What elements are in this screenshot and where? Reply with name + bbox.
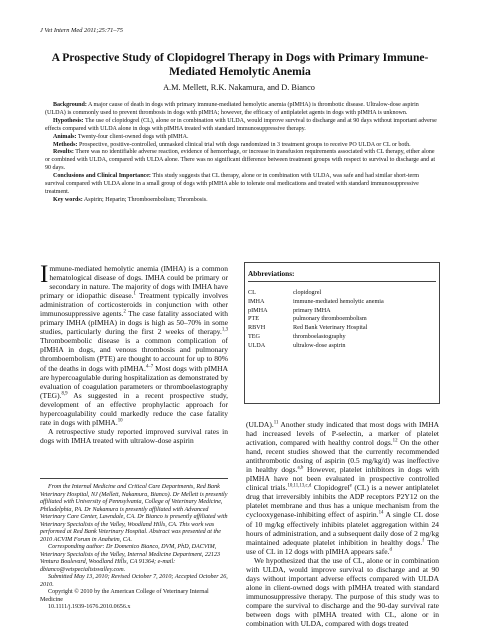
right-text-h: The use of CL in 12 dogs with pIMHA appears safe. [246,537,439,556]
intro-text-a: mmune-mediated hemolytic anemia (IMHA) is a common hematological disease of dogs. IMHA could be primary or secondary in nature. The majority of dogs with IMHA have primary or idiopathic disease. [40,264,228,301]
abbreviation-row [248,324,384,333]
footnote-divider [40,478,228,479]
introduction-left-column [40,261,228,445]
submission-dates: Submitted May 13, 2010; Revised October 7, 2010; Accepted October 26, 2010. [40,574,228,588]
right-paragraph-2: We hypothesized that the use of CL, alone or in combination with ULDA, would improve survival to discharge and at 90 days without important adverse effects compared with ULDA alone in client-owned dogs with pIMHA treated with standard immunosuppressive therapy. The purpose of this study was to compare the survival to discharge and the 90-day survival rate between dogs with pIMHA treated with CL, alone or in combination with ULDA, compared with dogs treated [246,555,439,629]
hypothesis-label: Hypothesis: [53,117,84,124]
abbreviation-definition: ultralow-dose aspirin [293,341,346,349]
right-paragraph-1 [246,420,439,556]
footnotes [40,484,228,612]
journal-citation: J Vet Intern Med 2011;25:71–75 [40,27,123,34]
methods-text: Prospective, positive-controlled, unmasked clinical trial with dogs randomized in 3 treatment groups to receive PO ULDA or CL or both. [77,141,411,148]
results-text: There was no identifiable adverse reaction, evidence of hemorrhage, or increase in transfusion requirements associated with CL therapy, either alone or combined with ULDA, compared with ULDA alone. There was no significant difference between treatment groups with respect to survival to discharge and at 90 days. [45,149,436,172]
citation-ref: 1,3 [221,327,228,333]
citation-ref: 8,9 [61,391,68,397]
abbreviation-definition: immune-mediated hemolytic anemia [293,297,384,305]
abbreviation-row [248,315,384,324]
abbreviation-definition: primary IMHA [293,306,331,314]
right-text-e: Clopidogrel [311,483,350,493]
background-label: Background: [53,102,87,108]
animals-text: Twenty-four client-owned dogs with pIMHA. [76,133,189,140]
results-label: Results: [53,149,74,156]
abbreviation-term: TEG [248,332,261,340]
conclusions-text: This study suggests that CL therapy, alone or in combination with ULDA, was safe and had similar short-term survival compared with ULDA alone in a small group of dogs with pIMHA able to tolerate oral medications and treated with standard immunosuppressive treatment. [45,173,419,195]
abstract-results [45,149,437,173]
abbreviation-definition: thromboelastography [293,332,346,340]
citation-ref: f [422,538,424,544]
abbreviations-box [244,262,440,404]
abbreviation-term: CL [248,289,256,296]
background-text: A major cause of death in dogs with primary immune-mediated hemolytic anemia (pIMHA) is thrombotic disease. Ultralow-dose aspirin (ULDA) is commonly used to prevent thrombosis in dogs with pIMHA; however, the efficacy of antiplatelet agents in dogs with pIMHA is unknown. [45,102,419,116]
correspondence-note: Corresponding author: Dr Domenico Bianco, DVM, PhD, DACVIM, Veterinary Specialists of the Valley, Internal Medicine Department, 22123 Ventura Boulevard, Woodland Hills, CA 91364; e-mail: dbianco@vetspecialistsvalley.com. [40,544,221,573]
citation-ref: 10,11,13,c,d [287,483,312,489]
abbreviation-row [248,342,384,351]
animals-label: Animals: [53,133,77,140]
citation-ref: 10 [117,418,123,424]
hypothesis-text: The use of clopidogrel (CL), alone or in combination with ULDA, would improve survival to discharge and at 90 days without important adverse effects compared with ULDA alone in dogs with pIMHA treated with standard immunosuppressive therapy. [45,117,437,132]
citation-ref: 12 [392,438,398,444]
intro-text-b: Treatment typically involves administration of corticosteroids in conjunction with other immunosuppressive agents. [40,291,228,319]
abbreviation-term: ULDA [248,341,266,349]
intro-text-f: As suggested in a recent prospective study, development of an effective prophylactic approach for hypercoagulability could markedly reduce the case fatality rate in dogs with pIMHA. [40,390,228,427]
abbreviation-term: RBVH [248,324,266,332]
abbreviations-divider [248,281,436,282]
abbreviation-row [248,333,384,342]
intro-text-d: Thromboembolic disease is a common complication of pIMHA in dogs, and venous thrombosis and pulmonary thromboembolism (PTE) are thought to account for up to 80% of the deaths in dogs with pIMHA. [40,336,228,373]
abstract-conclusions [45,173,437,197]
right-text-d: However, platelet inhibitors in dogs with pIMHA have not been evaluated in prospective controlled clinical trials. [246,465,439,493]
right-text-a: (ULDA). [246,420,274,429]
abstract-background [45,102,437,118]
citation-ref: 4–7 [145,364,154,370]
abbreviations-title: Abbreviations: [248,269,295,278]
abbreviations-list [248,289,384,351]
conclusions-label: Conclusions and Clinical Importance: [53,173,151,180]
abstract-hypothesis [45,118,437,134]
abbreviation-row [248,307,384,316]
author-list: A.M. Mellett, R.K. Nakamura, and D. Bianco [163,83,315,92]
citation-ref: 14 [378,510,384,516]
article-title: A Prospective Study of Clopidogrel Therapy in Dogs with Primary Immune-Mediated Hemolytic Anemia [51,51,429,78]
doi: 10.1111/j.1939-1676.2010.0656.x [48,604,131,610]
keywords-text: Aspirin; Heparin; Thromboembolism; Thrombosis. [82,196,208,203]
intro-paragraph-2: A retrospective study reported improved survival rates in dogs with IMHA treated with ultralow-dose aspirin [40,426,228,445]
abstract-animals [45,134,437,142]
abbreviation-definition: Red Bank Veterinary Hospital [293,324,368,332]
citation-ref: 2 [123,309,126,315]
affiliation-note: From the Internal Medicine and Critical Care Departments, Red Bank Veterinary Hospital, NJ (Mellett, Nakamura, Bianco). Dr Mellett is presently affiliated with University of Pennsylvania, College of Veterinary Medicine, Philadelphia, PA. Dr Nakamura is presently affiliated with Advanced Veterinary Care Center, Lawndale, CA. Dr Bianco is presently affiliated with Veterinary Specialists of the Valley, Woodland Hills, CA. This work was performed at Red Bank Veterinary Hospital. Abstract was presented at the 2010 ACVIM Forum in Anaheim, CA. [40,484,228,543]
keywords-label: Key words: [53,196,83,203]
abbreviation-definition: pulmonary thromboembolism [293,315,367,323]
citation-ref: a,b [297,465,304,471]
right-text-g: A single CL dose of 10 mg/kg effectively inhibits platelet aggregation within 24 hours of administration, and a subsequent daily dose of 2 mg/kg maintained adequate platelet inhibition in healthy dogs. [246,510,440,547]
intro-paragraph-1 [40,261,228,427]
intro-text-c: The case fatality associated with primary IMHA (pIMHA) in dogs is high as 50–70% in some studies, particularly during the first 2 weeks of therapy. [40,309,228,337]
abbreviation-row [248,298,384,307]
abbreviation-term: pIMHA [248,306,268,314]
right-text-c: On the other hand, recent studies showed that the currently recommended antithrombotic dosing of aspirin (0.5 mg/kg/d) was ineffective in healthy dogs. [246,438,439,475]
copyright-notice: Copyright © 2010 by the American College of Veterinary Internal Medicine [40,589,209,603]
citation-ref: 11 [273,420,279,426]
abbreviation-term: PTE [248,315,260,323]
intro-text-e: Most dogs with pIMHA are hypercoagulable during hospitalization as demonstrated by evaluation of coagulation parameters or thromboelastography (TEG). [40,363,228,400]
citation-ref: 1 [133,291,136,297]
citation-ref: e [349,483,352,489]
abstract-keywords [45,197,437,205]
introduction-right-column [246,420,439,628]
abbreviation-term: IMHA [248,297,265,305]
drop-cap: I [40,261,49,288]
abstract [45,102,437,205]
abbreviation-definition: clopidogrel [293,289,322,296]
abbreviation-row [248,289,384,298]
citation-ref: d [389,547,392,553]
methods-label: Methods: [53,141,78,148]
right-text-b: Another study indicated that most dogs with IMHA had increased levels of P-selectin, a marker of platelet activation, compared with healthy control dogs. [246,420,439,448]
right-text-f: (CL) is a newer antiplatelet drug that irreversibly inhibits the ADP receptors P2Y12 on the platelet membrane and thus has a unique mechanism from the cyclooxygenase-inhibiting effect of aspirin. [246,483,439,520]
